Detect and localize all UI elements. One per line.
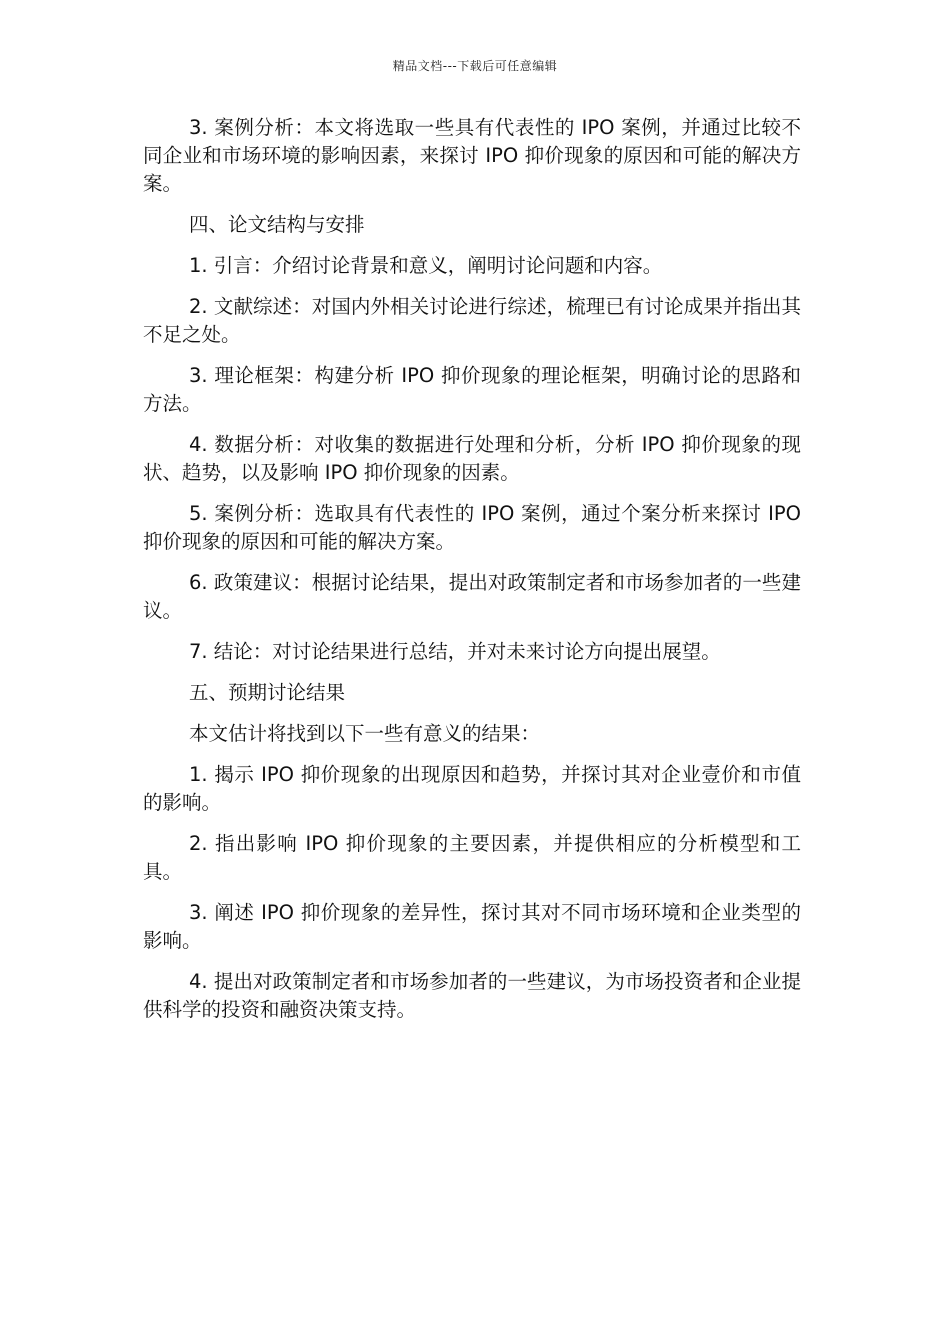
paragraph-literature-review: 2. 文献综述：对国内外相关讨论进行综述，梳理已有讨论成果并指出其不足之处。 [143,295,801,346]
page-header: 精品文档---下载后可任意编辑 [392,59,558,73]
paragraph-result-2: 2. 指出影响 IPO 抑价现象的主要因素，并提供相应的分析模型和工具。 [143,832,801,883]
paragraph-conclusion: 7. 结论：对讨论结果进行总结，并对未来讨论方向提出展望。 [189,640,721,663]
document-body [143,114,801,1037]
paragraph-case-analysis: 5. 案例分析：选取具有代表性的 IPO 案例，通过个案分析来探讨 IPO 抑价现象的原因和可能的解决方案。 [143,502,801,553]
paragraph-result-1: 1. 揭示 IPO 抑价现象的出现原因和趋势，并探讨其对企业壹价和市值的影响。 [143,763,801,814]
section-heading-structure: 四、论文结构与安排 [189,213,365,236]
section-heading-expected-results: 五、预期讨论结果 [189,681,346,704]
paragraph-data-analysis: 4. 数据分析：对收集的数据进行处理和分析，分析 IPO 抑价现象的现状、趋势，以及影响 IPO 抑价现象的因素。 [143,433,801,484]
paragraph-result-4: 4. 提出对政策制定者和市场参加者的一些建议，为市场投资者和企业提供科学的投资和融资决策支持。 [143,970,801,1021]
paragraph-case-analysis-method: 3. 案例分析：本文将选取一些具有代表性的 IPO 案例，并通过比较不同企业和市场环境的影响因素，来探讨 IPO 抑价现象的原因和可能的解决方案。 [143,116,801,195]
paragraph-results-intro: 本文估计将找到以下一些有意义的结果： [189,722,541,745]
paragraph-introduction: 1. 引言：介绍讨论背景和意义，阐明讨论问题和内容。 [189,254,663,277]
paragraph-result-3: 3. 阐述 IPO 抑价现象的差异性，探讨其对不同市场环境和企业类型的影响。 [143,901,801,952]
paragraph-theoretical-framework: 3. 理论框架：构建分析 IPO 抑价现象的理论框架，明确讨论的思路和方法。 [143,364,801,415]
paragraph-policy-suggestions: 6. 政策建议：根据讨论结果，提出对政策制定者和市场参加者的一些建议。 [143,571,801,622]
